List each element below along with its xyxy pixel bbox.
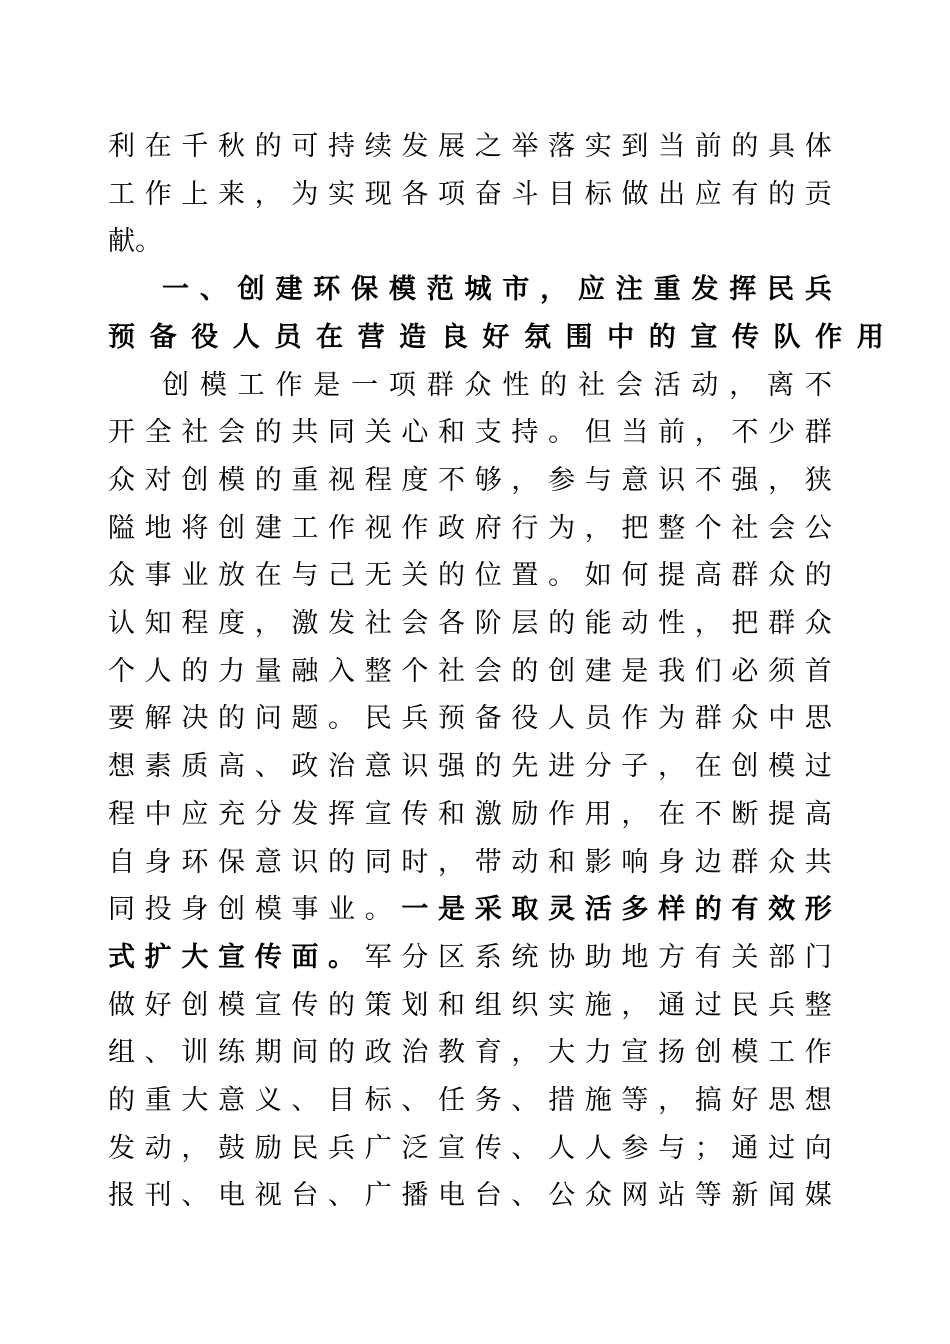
text-line: 报 刊 、 电 视 台 、 广 播 电 台 、 公 众 网 站 等 新 闻 媒 xyxy=(108,1180,832,1212)
text-line: 认 知 程 度 ， 激 发 社 会 各 阶 层 的 能 动 性 ， 把 群 众 xyxy=(108,608,832,639)
text-line: 个 人 的 力 量 融 入 整 个 社 会 的 创 建 是 我 们 必 须 首 xyxy=(108,655,832,687)
text-line: 同 投 身 创 模 事 业 。 一 是 采 取 灵 活 多 样 的 有 效 形 xyxy=(108,894,832,926)
text-line: 众 对 创 模 的 重 视 程 度 不 够 ， 参 与 意 识 不 强 ， 狭 xyxy=(108,464,832,496)
text-line: 献 。 xyxy=(108,226,162,258)
text-line: 利 在 千 秋 的 可 持 续 发 展 之 举 落 实 到 当 前 的 具 体 xyxy=(108,131,832,162)
text-line: 众 事 业 放 在 与 己 无 关 的 位 置 。 如 何 提 高 群 众 的 xyxy=(108,560,832,592)
text-line: 发 动 ， 鼓 励 民 兵 广 泛 宣 传 、 人 人 参 与 ； 通 过 向 xyxy=(108,1132,832,1164)
text-line: 做 好 创 模 宣 传 的 策 划 和 组 织 实 施 ， 通 过 民 兵 整 xyxy=(108,989,832,1021)
text-line: 式 扩 大 宣 传 面 。 军 分 区 系 统 协 助 地 方 有 关 部 门 xyxy=(108,941,832,973)
text-line: 自 身 环 保 意 识 的 同 时 ， 带 动 和 影 响 身 边 群 众 共 xyxy=(108,846,832,878)
text-line: 组 、 训 练 期 间 的 政 治 教 育 ， 大 力 宣 扬 创 模 工 作 xyxy=(108,1037,832,1069)
text-line: 一 、 创 建 环 保 模 范 城 市 ， 应 注 重 发 挥 民 兵 xyxy=(162,274,832,306)
text-line: 程 中 应 充 分 发 挥 宣 传 和 激 励 作 用 ， 在 不 断 提 高 xyxy=(108,798,832,830)
text-line: 工 作 上 来 ， 为 实 现 各 项 奋 斗 目 标 做 出 应 有 的 贡 xyxy=(108,178,832,210)
text-line: 隘 地 将 创 建 工 作 视 作 政 府 行 为 ， 把 整 个 社 会 公 xyxy=(108,512,832,544)
text-line: 想 素 质 高 、 政 治 意 识 强 的 先 进 分 子 ， 在 创 模 过 xyxy=(108,751,832,783)
text-line: 创 模 工 作 是 一 项 群 众 性 的 社 会 活 动 ， 离 不 xyxy=(162,369,832,401)
text-line: 预 备 役 人 员 在 营 造 良 好 氛 围 中 的 宣 传 队 作 用 xyxy=(108,321,884,353)
text-line: 开 全 社 会 的 共 同 关 心 和 支 持 。 但 当 前 ， 不 少 群 xyxy=(108,417,832,449)
text-line: 要 解 决 的 问 题 。 民 兵 预 备 役 人 员 作 为 群 众 中 思 xyxy=(108,703,832,735)
text-line: 的 重 大 意 义 、 目 标 、 任 务 、 措 施 等 ， 搞 好 思 想 xyxy=(108,1085,832,1116)
